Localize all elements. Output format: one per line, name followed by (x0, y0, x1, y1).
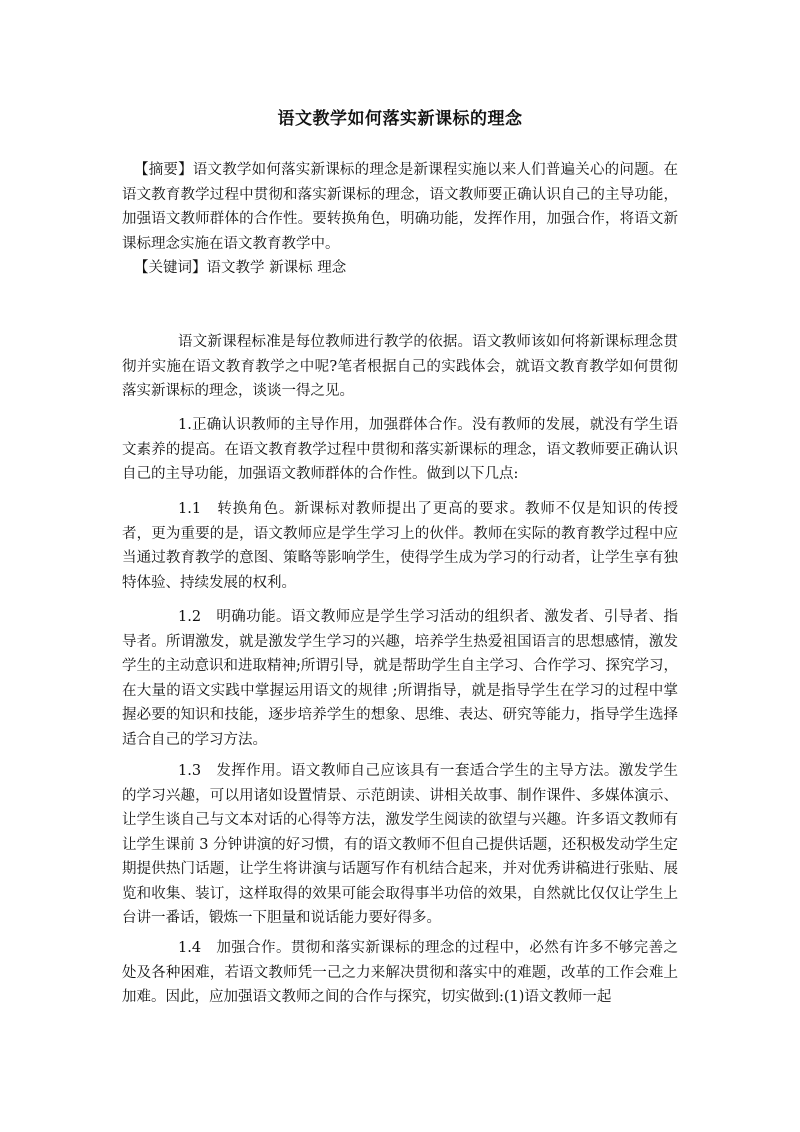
keywords-paragraph: 【关键词】语文教学 新课标 理念 (134, 260, 347, 276)
section-1-paragraph: 1.正确认识教师的主导作用，加强群体合作。没有教师的发展，就没有学生语文素养的提高。在语文教育教学过程中贯彻和落实新课标的理念，语文教师要正确认识自己的主导功能，加强语文教师群体的合作性。做到以下几点: (122, 417, 678, 482)
document-page (122, 0, 678, 1132)
document-title: 语文教学如何落实新课标的理念 (277, 109, 523, 129)
section-1-2-paragraph: 1.2 明确功能。语文教师应是学生学习活动的组织者、激发者、引导者、指导者。所谓激发，就是激发学生学习的兴趣，培养学生热爱祖国语言的思想感情，激发学生的主动意识和进取精神;所谓引导，就是帮助学生自主学习、合作学习、探究学习，在大量的语文实践中掌握运用语文的规律 ;所谓指导，就是指导学生在学习的过程中掌握必要的知识和技能，逐步培养学生的想象、思维、表达、研究等能力，指导学生选择适合自己的学习方法。 (122, 609, 678, 748)
section-1-1-paragraph: 1.1 转换角色。新课标对教师提出了更高的要求。教师不仅是知识的传授者，更为重要的是，语文教师应是学生学习上的伙伴。教师在实际的教育教学过程中应当通过教育教学的意图、策略等影响学生，使得学生成为学习的行动者，让学生享有独特体验、持续发展的权利。 (122, 501, 678, 591)
intro-paragraph: 语文新课程标准是每位教师进行教学的依据。语文教师该如何将新课标理念贯彻并实施在语文教育教学之中呢?笔者根据自己的实践体会，就语文教育教学如何贯彻落实新课标的理念，谈谈一得之见。 (122, 334, 678, 399)
section-1-3-paragraph: 1.3 发挥作用。语文教师自己应该具有一套适合学生的主导方法。激发学生的学习兴趣，可以用诸如设置情景、示范朗读、讲相关故事、制作课件、多媒体演示、让学生谈自己与文本对话的心得等方法，激发学生阅读的欲望与兴趣。许多语文教师有让学生课前 3 分钟讲演的好习惯，有的语文教师不但自己提供话题，还积极发动学生定期提供热门话题，让学生将讲演与话题写作有机结合起来，并对优秀讲稿进行张贴、展览和收集、装订，这样取得的效果可能会取得事半功倍的效果，自然就比仅仅让学生上台讲一番话，锻炼一下胆量和说话能力要好得多。 (122, 763, 678, 926)
section-1-4-paragraph: 1.4 加强合作。贯彻和落实新课标的理念的过程中，必然有许多不够完善之处及各种困难，若语文教师凭一己之力来解决贯彻和落实中的难题，改革的工作会难上加难。因此，应加强语文教师之间的合作与探究，切实做到:(1)语文教师一起 (122, 940, 678, 1005)
abstract-paragraph: 【摘要】语文教学如何落实新课标的理念是新课程实施以来人们普遍关心的问题。在语文教育教学过程中贯彻和落实新课标的理念，语文教师要正确认识自己的主导功能，加强语文教师群体的合作性。要转换角色，明确功能，发挥作用，加强合作，将语文新课标理念实施在语文教育教学中。 (122, 162, 678, 252)
